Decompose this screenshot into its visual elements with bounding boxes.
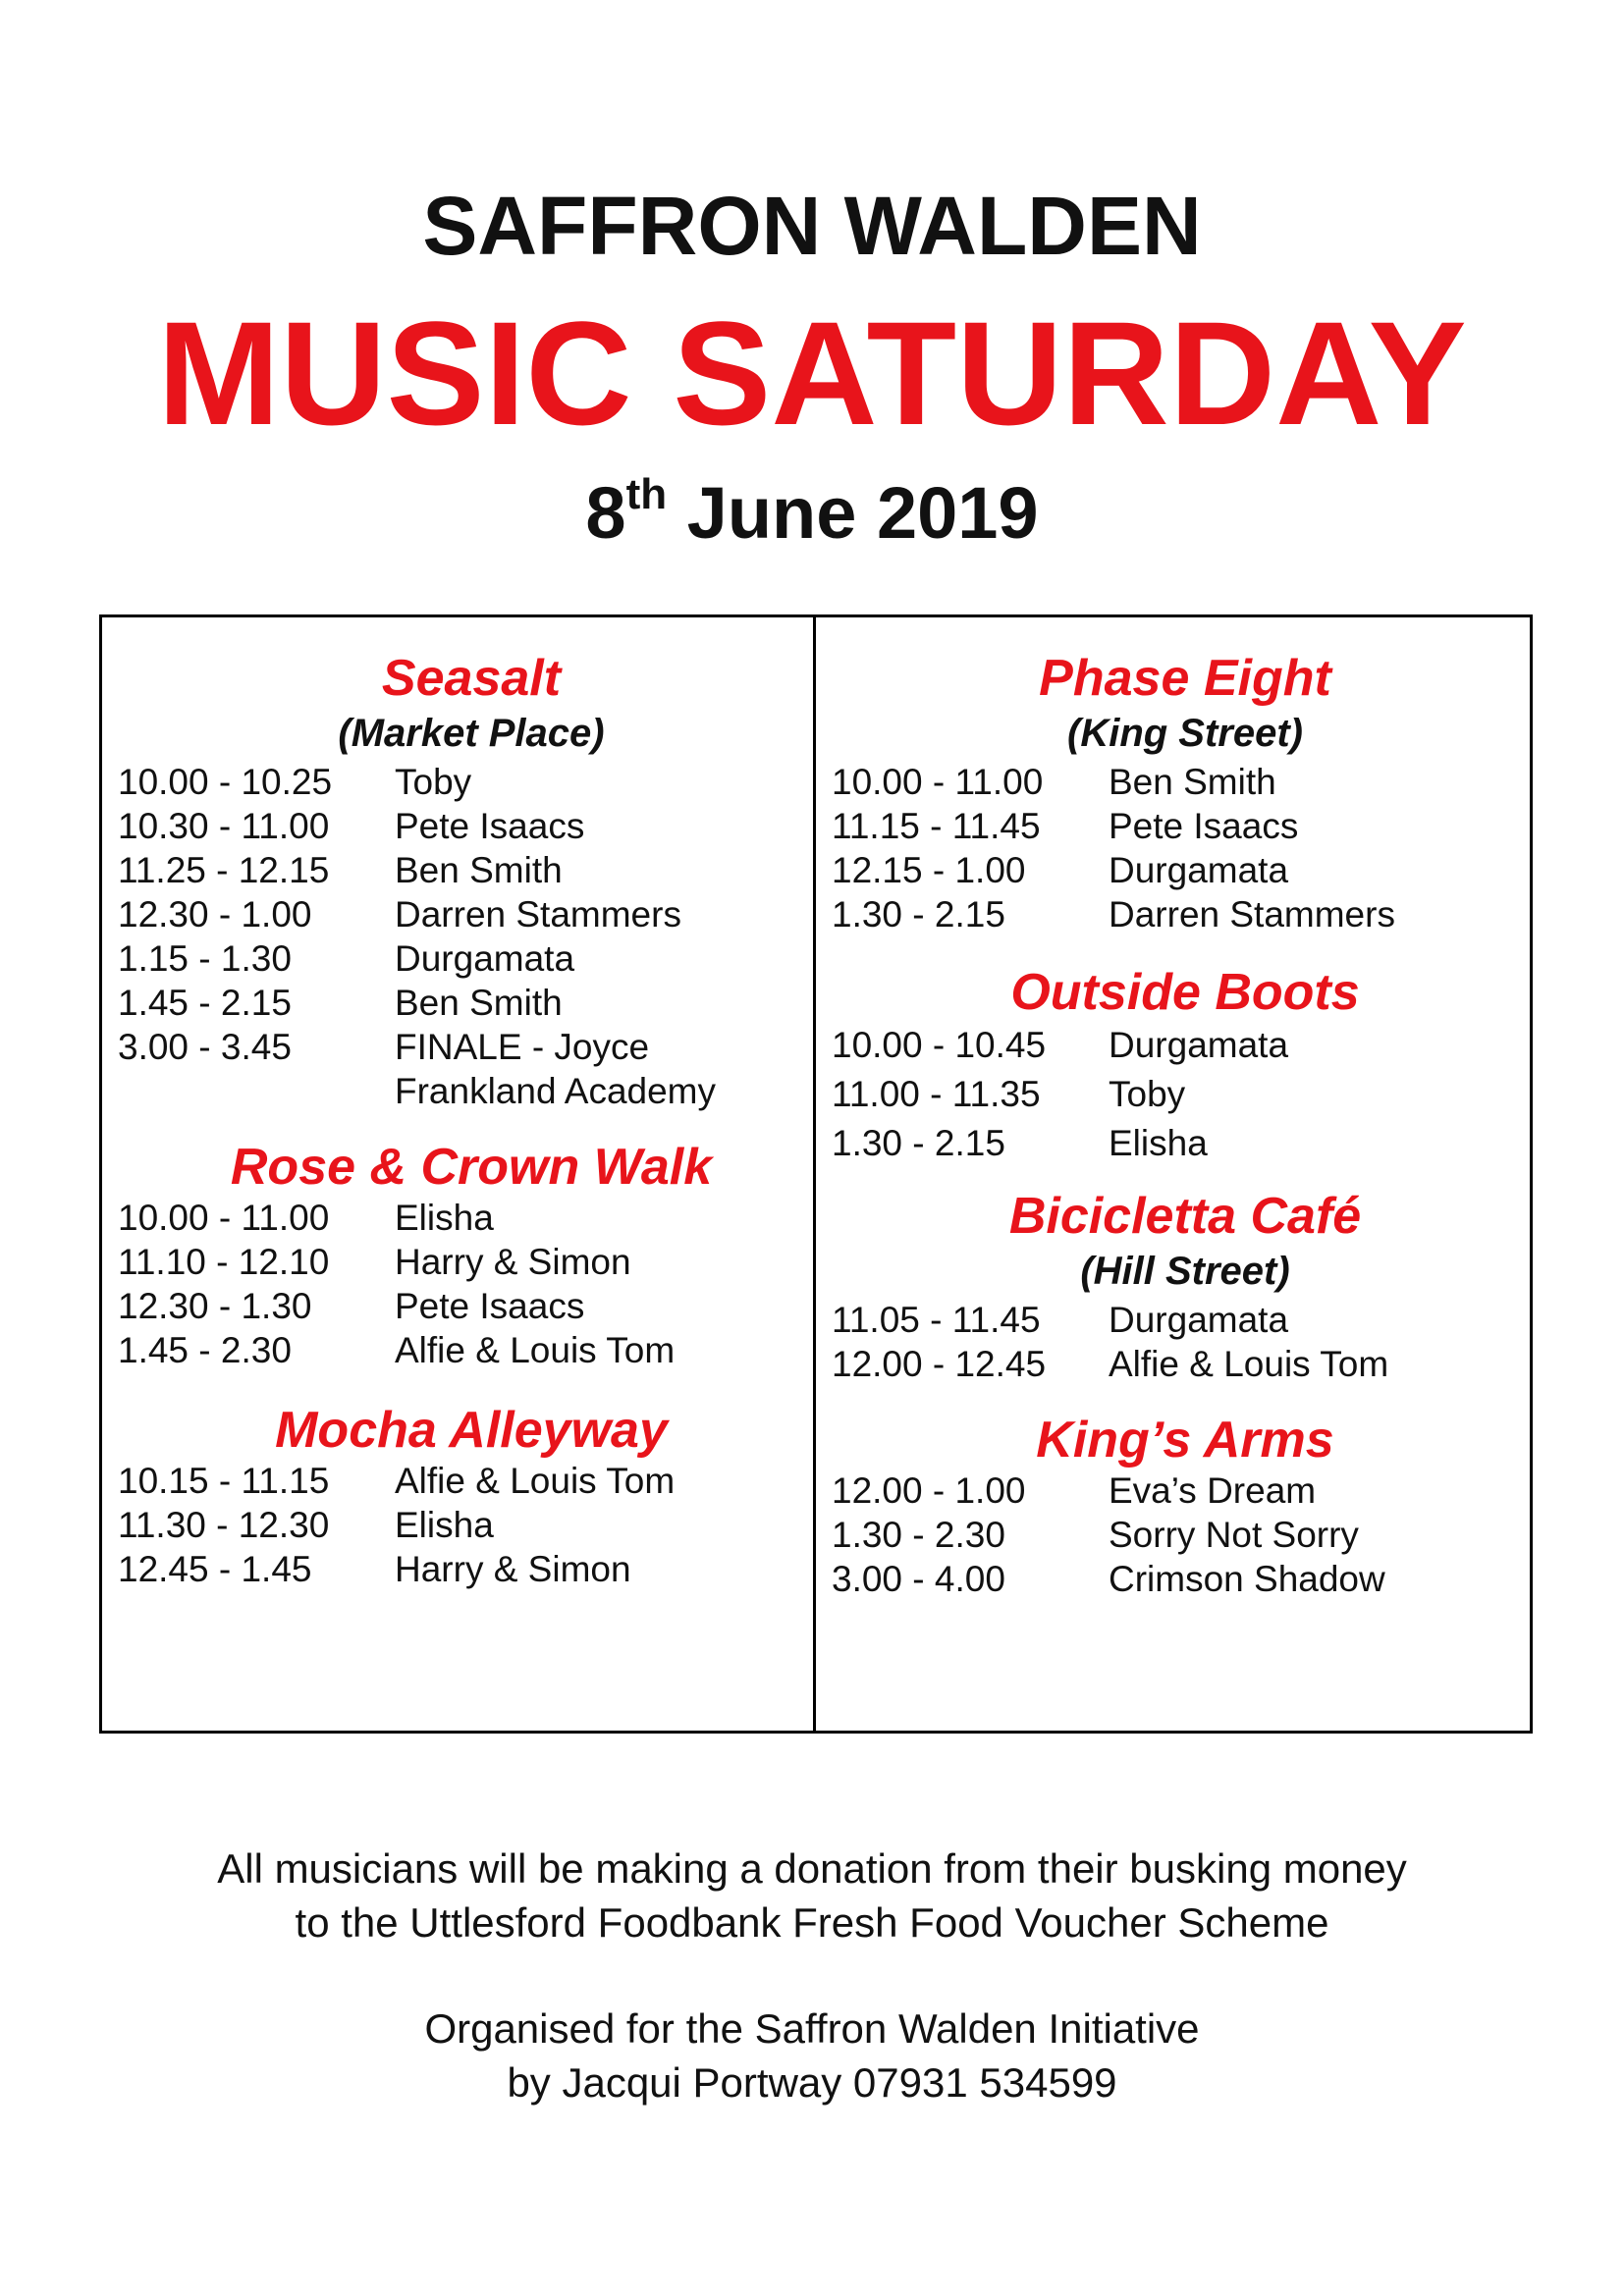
slot-act: Harry & Simon [395, 1242, 631, 1282]
venue-block [832, 1188, 1539, 1386]
slot-time: 1.30 - 2.15 [832, 894, 1005, 934]
venue-name: King’s Arms [1036, 1412, 1334, 1468]
schedule-row [832, 1468, 1539, 1513]
slot-time: 1.30 - 2.30 [832, 1515, 1005, 1555]
slot-act: Alfie & Louis Tom [1109, 1344, 1389, 1384]
slot-act: Pete Isaacs [395, 806, 585, 846]
slot-time: 12.30 - 1.00 [118, 894, 312, 934]
slot-act: Ben Smith [1109, 762, 1276, 802]
venue-location: (Market Place) [338, 712, 605, 755]
slot-act: Pete Isaacs [1109, 806, 1299, 846]
slot-time: 1.15 - 1.30 [118, 938, 292, 979]
slot-act: Elisha [1109, 1123, 1208, 1163]
venue-block [832, 964, 1539, 1168]
date-day: 8 [585, 472, 626, 554]
slot-act: Toby [1109, 1074, 1186, 1114]
slot-act: Durgamata [1109, 1025, 1289, 1065]
schedule-row [832, 1119, 1539, 1168]
slot-time: 12.15 - 1.00 [832, 850, 1026, 890]
town-heading: SAFFRON WALDEN [422, 180, 1202, 272]
schedule-row [832, 1070, 1539, 1119]
slot-act: Elisha [395, 1505, 494, 1545]
schedule-row [832, 1298, 1539, 1342]
venue-location: (King Street) [1067, 712, 1303, 755]
venue-block [118, 650, 825, 1113]
venue-name: Mocha Alleyway [275, 1402, 668, 1459]
slot-act: Ben Smith [395, 983, 563, 1023]
slot-time: 3.00 - 4.00 [832, 1559, 1005, 1599]
schedule-row [832, 892, 1539, 936]
slot-time: 12.45 - 1.45 [118, 1549, 312, 1589]
schedule-row [118, 1284, 825, 1328]
slot-time: 3.00 - 3.45 [118, 1027, 292, 1067]
slot-time: 11.30 - 12.30 [118, 1505, 330, 1545]
schedule-row [118, 1240, 825, 1284]
venue-block [118, 1402, 825, 1591]
slot-act: Durgamata [1109, 850, 1289, 890]
venue-block [832, 1412, 1539, 1601]
slot-act: Ben Smith [395, 850, 563, 890]
schedule-row [118, 760, 825, 804]
schedule-row [832, 1021, 1539, 1070]
schedule-row [118, 1459, 825, 1503]
slot-act: Crimson Shadow [1109, 1559, 1385, 1599]
slot-act: Durgamata [1109, 1300, 1289, 1340]
slot-time: 1.45 - 2.15 [118, 983, 292, 1023]
slot-time: 10.00 - 11.00 [832, 762, 1044, 802]
schedule-row [832, 848, 1539, 892]
slot-time: 11.15 - 11.45 [832, 806, 1041, 846]
schedule-row [118, 936, 825, 981]
date-month-year: June 2019 [667, 472, 1039, 554]
slot-act: Durgamata [395, 938, 575, 979]
slot-time: 12.00 - 12.45 [832, 1344, 1047, 1384]
slot-time: 10.30 - 11.00 [118, 806, 330, 846]
slot-act: Elisha [395, 1198, 494, 1238]
slot-act: Sorry Not Sorry [1109, 1515, 1359, 1555]
slot-time: 10.00 - 10.25 [118, 762, 333, 802]
schedule-row [118, 1503, 825, 1547]
schedule-row [118, 848, 825, 892]
schedule-row [832, 1557, 1539, 1601]
schedule-row [832, 760, 1539, 804]
right-schedule-column [832, 614, 1539, 1601]
schedule-row [118, 1025, 825, 1113]
organiser-line-1: Organised for the Saffron Walden Initiative [424, 2005, 1200, 2052]
slot-time: 11.10 - 12.10 [118, 1242, 330, 1282]
slot-time: 10.00 - 11.00 [118, 1198, 330, 1238]
slot-time: 11.25 - 12.15 [118, 850, 330, 890]
donation-note-line-2: to the Uttlesford Foodbank Fresh Food Voucher Scheme [295, 1899, 1329, 1946]
schedule-row [832, 1342, 1539, 1386]
slot-act: Eva’s Dream [1109, 1470, 1317, 1511]
slot-time: 10.15 - 11.15 [118, 1461, 330, 1501]
schedule-row [832, 804, 1539, 848]
schedule-row [118, 892, 825, 936]
slot-time: 1.45 - 2.30 [118, 1330, 292, 1370]
left-schedule-column [118, 614, 825, 1591]
schedule-row [832, 1513, 1539, 1557]
slot-act: FINALE - Joyce Frankland Academy [395, 1027, 717, 1111]
slot-time: 12.00 - 1.00 [832, 1470, 1026, 1511]
slot-act: Alfie & Louis Tom [395, 1330, 676, 1370]
slot-act: Alfie & Louis Tom [395, 1461, 676, 1501]
schedule-row [118, 981, 825, 1025]
venue-block [118, 1139, 825, 1372]
slot-act: Darren Stammers [1109, 894, 1395, 934]
slot-time: 11.00 - 11.35 [832, 1074, 1041, 1114]
slot-time: 11.05 - 11.45 [832, 1300, 1041, 1340]
slot-time: 10.00 - 10.45 [832, 1025, 1047, 1065]
venue-name: Phase Eight [1039, 650, 1331, 707]
slot-act: Darren Stammers [395, 894, 681, 934]
venue-name: Bicicletta Café [1008, 1188, 1362, 1245]
venue-block [832, 650, 1539, 936]
slot-act: Harry & Simon [395, 1549, 631, 1589]
schedule-row [118, 804, 825, 848]
schedule-row [118, 1328, 825, 1372]
venue-name: Seasalt [381, 650, 562, 707]
slot-time: 12.30 - 1.30 [118, 1286, 312, 1326]
event-title: MUSIC SATURDAY [157, 291, 1467, 455]
date-suffix: th [625, 470, 668, 518]
slot-time: 1.30 - 2.15 [832, 1123, 1005, 1163]
schedule-row [118, 1547, 825, 1591]
venue-name: Outside Boots [1010, 964, 1360, 1021]
donation-note-line-1: All musicians will be making a donation from their busking money [217, 1845, 1407, 1892]
venue-location: (Hill Street) [1080, 1250, 1290, 1293]
venue-name: Rose & Crown Walk [230, 1139, 713, 1196]
event-date [0, 466, 1624, 560]
schedule-row [118, 1196, 825, 1240]
slot-act: Toby [395, 762, 472, 802]
organiser-line-2: by Jacqui Portway 07931 534599 [507, 2059, 1117, 2106]
slot-act: Pete Isaacs [395, 1286, 585, 1326]
